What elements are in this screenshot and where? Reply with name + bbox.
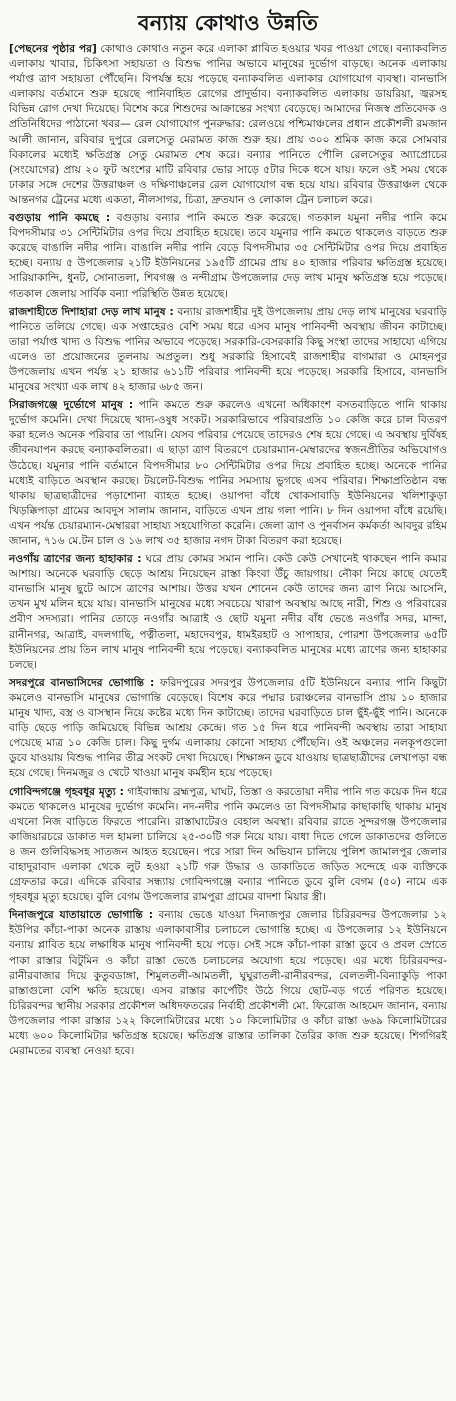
paragraph-text: বন্যায় ভেঙে যাওয়া দিনাজপুর জেলার চিরিরবন্দর উপজেলার ১২ ইউপির কাঁচা-পাকা অনেক রাস্তায় এলাকাবাসীর চলাচলে ভোগান্তি হচ্ছে। এ উপজেলার ১২ ইউনিয়নে বন্যায় প্লাবিত হয়ে লক্ষাধিক মানুষ পানিবন্দী হয়ে পড়ে। সেই সঙ্গে কাঁচা-পাকা রাস্তা ডুবে ও প্রবল স্রোতে পাকা রাস্তার বিটুমিন ও কাঁচা রাস্তা ভেঙে চলাচলের অযোগ্য হয়ে পড়েছে। এর মধ্যে চিরিরবন্দর-রানীরবাজার দিয়ে কুতুবডাঙ্গা, শিমুলতলী-আমতলী, ঘুঘুরাতলী-রানীরবন্দর, বেলতলী-বিন্যাকুড়ি পাকা রাস্তাগুলো বেশি ক্ষতি হয়েছে। এসব রাস্তার কার্পেটিং উঠে গিয়ে ছোট-বড় গর্তে পরিণত হয়েছে। চিরিরবন্দর স্থানীয় সরকার প্রকৌশল অধিদফতরের নির্বাহী প্রকৌশলী মো. ফিরোজ আহমেদ জানান, বন্যায় উপজেলার পাকা রাস্তার ১২২ কিলোমিটারের মধ্যে ১০ কিলোমিটার ও কাঁচা রাস্তা ৬৬৯ কিলোমিটারের মধ্যে ৬০০ কিলোমিটার ক্ষতিগ্রস্ত হয়েছে। ক্ষতিগ্রস্ত রাস্তার তালিকা তৈরির কাজ শুরু হয়েছে। শিগগিরই মেরামতের ব্যবস্থা নেওয়া হবে।	[9, 909, 447, 1058]
paragraph-text: কোথাও কোথাও নতুন করে এলাকা প্লাবিত হওয়ার খবর পাওয়া গেছে। বন্যাকবলিত এলাকায় খাবার, চিকিৎসা সহায়তা ও বিশুদ্ধ পানির অভাবে মানুষের দুর্ভোগ বাড়ছে। অনেক এলাকায় পর্যাপ্ত ত্রাণ সহায়তা পৌঁছেনি। বিপর্যস্ত হয়ে পড়েছে বন্যাকবলিত এলাকার যোগাযোগ ব্যবস্থা। বানভাসি এলাকায় বর্তমানে শুরু হয়েছে পানিবাহিত রোগের প্রাদুর্ভাব। বন্যাকবলিত এলাকায় ডায়রিয়া, জ্বরসহ বিভিন্ন রোগ দেখা দিয়েছে। বিশেষ করে শিশুদের আক্রান্তের সংখ্যা বেড়েছে। আমাদের নিজস্ব প্রতিবেদক ও প্রতিনিধিদের পাঠানো খবর— রেল যোগাযোগ পুনরুদ্ধার: রেলওয়ে পশ্চিমাঞ্চলের প্রধান প্রকৌশলী রমজান আলী জানান, রবিবার দুপুরে রেলসেতু মেরামত কাজ শুরু হয়। প্রায় ৩০০ শ্রমিক কাজ করে সোমবার বিকালের মধ্যেই ক্ষতিগ্রস্ত সেতু মেরামত শেষ করে। বন্যার পানিতে পৌলি রেলসেতুর অ্যাপ্রোচের (সংযোগের) প্রায় ২০ ফুট অংশের মাটি রবিবার ভোর সাড়ে ৫টার দিকে ধসে যায়। ফলে ওই সময় থেকে ঢাকার সঙ্গে দেশের উত্তরাঞ্চল ও দক্ষিণাঞ্চলের রেল যোগাযোগ বন্ধ হয়ে যায়। রবিবার উত্তরাঞ্চল থেকে আন্তনগর ট্রেনের মধ্যে একতা, নীলসাগর, চিত্রা, দ্রুতযান ও লোকাল ট্রেন চলাচল করে।	[9, 43, 447, 206]
section-lead: গোবিন্দগঞ্জে গৃহবধূর মৃত্যু :	[9, 785, 124, 798]
section-lead: নওগাঁয় ত্রাণের জন্য হাহাকার :	[9, 553, 142, 566]
paragraph-rajshahi	[9, 305, 447, 396]
paragraph-sadarpur	[9, 676, 447, 782]
headline: বন্যায় কোথাও উন্নতি	[137, 10, 319, 35]
section-lead: সদরপুরে বানভাসিদের ভোগান্তি :	[9, 676, 155, 689]
paragraph-text: গাইবান্ধায় ব্রহ্মপুত্র, ঘাঘট, তিস্তা ও করতোয়া নদীর পানি গত কয়েক দিন ধরে কমতে থাকলেও মানুষের দুর্ভোগ কমেনি। নদ-নদীর পানি কমলেও তা বিপদসীমার কাছাকাছি থাকায় মানুষ এখনো নিজ বাড়িতে ফিরতে পারেনি। রাস্তাঘাটেরও বেহাল অবস্থা। রবিবার রাতে সুন্দরগঞ্জ উপজেলার কাজিয়ারচরে ডাকাত দল হামলা চালিয়ে ২৫-৩০টি গরু নিয়ে যায়। বাধা দিতে গেলে ডাকাতদের গুলিতে ৪ জন গুলিবিদ্ধসহ সাতজন আহত হয়েছেন। পরে সারা দিন অভিযান চালিয়ে পুলিশ জামালপুর জেলার বাহাদুরাবাদ এলাকা থেকে লুট হওয়া ২১টি গরু উদ্ধার ও ডাকাতিতে জড়িত সন্দেহে এক ব্যক্তিকে গ্রেফতার করে। এদিকে রবিবার সন্ধ্যায় গোবিন্দগঞ্জে বন্যার পানিতে ডুবে বুলি বেগম (৫০) নামে এক গৃহবধূর মৃত্যু হয়েছে। বুলি বেগম উপজেলার রামপুরা গ্রামের বাদশা মিয়ার স্ত্রী।	[9, 785, 447, 904]
paragraph-text: ঘরে প্রায় কোমর সমান পানি। কেউ কেউ সেখানেই থাকছেন পানি কমার আশায়। অনেকে ঘরবাড়ি ছেড়ে আশ্রয় নিয়েছেন রাস্তা কিংবা উঁচু জায়গায়। নৌকা নিয়ে কাছে যেতেই বানভাসি মানুষ ছুটে আসে ত্রাণের আশায়। উত্তর যখন শোনেন কেউ তাদের জন্য ত্রাণ নিয়ে আসেনি, তখন মুখ মলিন হয়ে যায়। বানভাসি মানুষের মধ্যে সবচেয়ে খারাপ অবস্থায় আছে নারী, শিশু ও পরিবারের প্রবীণ সদস্যরা। পানির তোড়ে নওগাঁর আত্রাই ও ছোট যমুনা নদীর বাঁধ ভেঙে নওগাঁর সদর, মান্দা, রানীনগর, আত্রাই, বদলগাছি, পত্নীতলা, মহাদেবপুর, ধামইরহাট ও সাপাহার, পোরশা উপজেলার ৬৫টি ইউনিয়নের প্রায় তিন লাখ মানুষ পানিবন্দী হয়ে পড়েছে। বন্যাকবলিত মানুষের মধ্যে ত্রাণের জন্য হাহাকার চলছে।	[9, 553, 447, 671]
paragraph-text: পানি কমতে শুরু করলেও এখনো অধিকাংশ বসতবাড়িতে পানি থাকায় দুর্ভোগ কমেনি। দেখা দিয়েছে খাদ্য-ওষুধ সংকট। সরকারিভাবে পরিবারপ্রতি ১০ কেজি করে চাল বিতরণ করা হলেও অনেক পরিবার তা পায়নি। যেসব পরিবার পেয়েছে তাদেরও শেষ হয়ে গেছে। এ অবস্থায় দুর্বিষহ জীবনযাপন করছে বন্যাকবলিতরা। এ ছাড়া ত্রাণ বিতরণে চেয়ারম্যান-মেম্বারদের স্বজনপ্রীতির অভিযোগও উঠেছে। যমুনার পানি বর্তমানে বিপদসীমার ৮০ সেন্টিমিটার ওপর দিয়ে প্রবাহিত হচ্ছে। অনেকে পানির মধ্যেই বাড়িতে অবস্থান করছে। টয়লেট-বিশুদ্ধ পানির সমস্যায় ভুগছে এসব পরিবার। শিক্ষাপ্রতিষ্ঠান বন্ধ থাকায় ছাত্রছাত্রীদের পড়াশোনা ব্যাহত হচ্ছে। ওয়াপদা বাঁধে খোকসাবাড়ি ইউনিয়নের খলিশাকুড়া খিড়ক্কিপাড়া গ্রামের আবদুস সালাম জানান, বাড়িতে এখন প্রায় গলা পানি। ৮ দিন ওয়াপদা বাঁধে রয়েছি। এখন পর্যন্ত চেয়ারম্যান-মেম্বাররা সাহায্য সহযোগিতা করেনি। জেলা ত্রাণ ও পুনর্বাসন কর্মকর্তা আবদুর রহিম জানান, ৭১৬ মে.টন চাল ও ১৬ লাখ ৩৫ হাজার নগদ টাকা বিতরণ করা হয়েছে।	[9, 399, 447, 547]
paragraph-text: বন্যায় রাজশাহীর দুই উপজেলায় প্রায় দেড় লাখ মানুষের ঘরবাড়ি পানিতে তলিয়ে গেছে। এক সপ্তাহেরও বেশি সময় ধরে এসব মানুষ পানিবন্দী অবস্থায় জীবন কাটাচ্ছে। তারা পর্যাপ্ত খাদ্য ও বিশুদ্ধ পানির অভাবে পড়েছে। সরকারি-বেসরকারি কিছু সংস্থা তাদের সাহায্যে এগিয়ে এলেও তা প্রয়োজনের তুলনায় অপ্রতুল। শুধু সরকারি হিসাবেই রাজশাহীর বাগমারা ও মোহনপুর উপজেলায় এখন পর্যন্ত ২১ হাজার ৬১১টি পরিবার পানিবন্দী হয়ে পড়েছে। সরকারি হিসাবে, বানভাসি মানুষের সংখ্যা এক লাখ ৪২ হাজার ৬৮৫ জন।	[9, 305, 447, 394]
paragraph-bogura	[9, 211, 447, 302]
paragraph-dinajpur	[9, 908, 447, 1059]
paragraph-text: বগুড়ায় বন্যার পানি কমতে শুরু করেছে। গতকাল যমুনা নদীর পানি কমে বিপদসীমার ৩১ সেন্টিমিটার ওপর দিয়ে প্রবাহিত হয়েছে। তবে যমুনার পানি কমতে থাকলেও বাড়তে শুরু করেছে বাঙালি নদীর পানি। বাঙালি নদীর পানি বেড়ে বিপদসীমার ৩৫ সেন্টিমিটার ওপর দিয়ে প্রবাহিত হচ্ছে। বন্যায় ৫ উপজেলার ২১টি ইউনিয়নের ১৯৫টি গ্রামের প্রায় ৪০ হাজার পরিবার ক্ষতিগ্রস্ত হয়েছে। সারিয়াকান্দি, ধুনট, সোনাতলা, শিবগঞ্জ ও নন্দীগ্রাম উপজেলার দেড় লাখ মানুষ ক্ষতিগ্রস্ত হয়ে পড়েছে। গতকাল জেলায় সার্বিক বন্যা পরিস্থিতি উন্নত হয়েছে।	[9, 212, 448, 300]
continued-from-label: [পেছনের পৃষ্ঠার পর]	[9, 43, 97, 55]
paragraph-gobindaganj	[9, 785, 447, 906]
section-lead: সিরাজগঞ্জে দুর্ভোগে মানুষ :	[9, 399, 134, 412]
section-lead: রাজশাহীতে দিশাহারা দেড় লাখ মানুষ :	[9, 305, 174, 318]
paragraph-naogaon	[9, 552, 447, 673]
paragraph-intro	[9, 42, 447, 208]
paragraph-sirajganj	[9, 398, 447, 549]
section-lead: বগুড়ায় পানি কমছে :	[9, 212, 111, 225]
section-lead: দিনাজপুরে যাতায়াতে ভোগান্তি :	[9, 909, 153, 922]
paragraph-text: ফরিদপুরের সদরপুর উপজেলার ৫টি ইউনিয়নে বন্যার পানি কিছুটা কমলেও বানভাসি মানুষের ভোগান্তি বেড়েছে। বিশেষ করে পদ্মার চরাঞ্চলের বানভাসি প্রায় ১০ হাজার মানুষ খাদ্য, বস্ত্র ও বাসস্থান নিয়ে কষ্টের মধ্যে দিন কাটাচ্ছে। তাদের ঘরবাড়িতে চাল ছুঁই-ছুঁই পানি। অনেকে বাড়ি ছেড়ে পাড়ি জমিয়েছে বিভিন্ন আশ্রয় কেন্দ্রে। গত ১৫ দিন ধরে পানিবন্দী অবস্থায় তারা সাহায্য পেয়েছে মাত্র ১০ কেজি চাল। কিছু দুর্গম এলাকায় কোনো সাহায্য পৌঁছেনি। ওই অঞ্চলের নলকূপগুলো ডুবে যাওয়ায় বিশুদ্ধ পানির তীব্র সংকট দেখা দিয়েছে। শিক্ষাঙ্গন ডুবে যাওয়ায় ছাত্রছাত্রীদের লেখাপড়া বন্ধ হয়ে গেছে। দিনমজুর ও খেটে খাওয়া মানুষ কর্মহীন হয়ে পড়েছে।	[9, 676, 447, 780]
article-body	[9, 42, 447, 1059]
